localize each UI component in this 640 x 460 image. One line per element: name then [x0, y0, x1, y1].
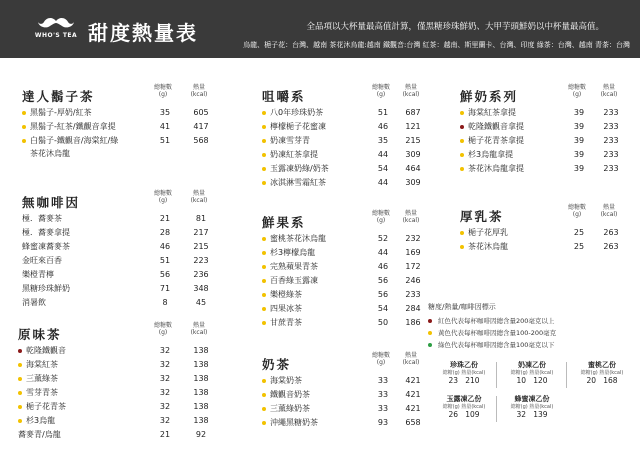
item-sugar: 32	[159, 416, 171, 425]
caffeine-dot-icon	[460, 167, 464, 171]
item-name: 極．蕎麥拿提	[22, 228, 70, 237]
menu-item-row	[262, 176, 462, 190]
caffeine-dot-icon	[460, 153, 464, 157]
item-name: 奶凍紅茶拿提	[270, 150, 318, 159]
section-header	[460, 84, 630, 106]
menu-item-row	[262, 120, 462, 134]
item-name: 乾隆鐵觀音拿提	[468, 122, 524, 131]
section-header	[18, 322, 218, 344]
item-calories: 92	[195, 430, 207, 439]
item-sugar: 32	[159, 346, 171, 355]
calorie-column-header: 熱量 (kcal)	[190, 84, 208, 98]
item-calories: 138	[193, 374, 209, 383]
calorie-column-header: 熱量 (kcal)	[190, 190, 208, 204]
caffeine-dot-icon	[18, 419, 22, 423]
item-calories: 215	[193, 242, 209, 251]
caffeine-dot-icon	[262, 307, 266, 311]
sugar-column-header: 總糖數 (g)	[567, 84, 586, 98]
caffeine-dot-icon	[262, 407, 266, 411]
item-name: 奶凍雪芽青	[270, 136, 310, 145]
section-header	[460, 204, 630, 226]
item-calories: 417	[193, 122, 209, 131]
yellow-dot-icon	[428, 331, 432, 335]
item-calories: 138	[193, 402, 209, 411]
item-calories: 568	[193, 136, 209, 145]
item-sugar: 44	[377, 248, 389, 257]
item-name: 海棠紅茶	[26, 360, 58, 369]
caffeine-dot-icon	[262, 265, 266, 269]
brand-name: WHO'S TEA	[34, 32, 78, 39]
caffeine-dot-icon	[262, 111, 266, 115]
topping-headers: 總糖(g) 熱量(kcal)	[442, 404, 486, 410]
item-calories: 233	[603, 150, 619, 159]
menu-item-row	[18, 400, 218, 414]
item-name: 完熟蘋果青茶	[270, 262, 318, 271]
item-name: 八0年珍珠奶茶	[270, 108, 324, 117]
item-sugar: 32	[159, 388, 171, 397]
item-sugar: 39	[573, 164, 585, 173]
item-name: 三薰綠茶	[26, 374, 58, 383]
topping-values: 10 120	[516, 376, 548, 385]
item-sugar: 51	[377, 108, 389, 117]
caffeine-dot-icon	[262, 421, 266, 425]
topping-name: 玉露凍乙份	[446, 395, 482, 403]
item-calories: 138	[193, 360, 209, 369]
section-title: 達人鬍子茶	[22, 89, 95, 104]
item-calories: 263	[603, 242, 619, 251]
item-sugar: 8	[162, 298, 168, 307]
item-name: 梔子花青茶	[26, 402, 66, 411]
section-title: 鮮奶系列	[460, 89, 519, 104]
item-sugar: 28	[159, 228, 171, 237]
section-yuanwei	[18, 322, 218, 442]
menu-item-row	[460, 148, 630, 162]
topping-values: 32 139	[516, 410, 548, 419]
menu-item-row	[18, 428, 218, 442]
sugar-column-header: 總糖數 (g)	[371, 210, 390, 224]
item-sugar: 35	[159, 108, 171, 117]
item-calories: 186	[405, 318, 421, 327]
section-title: 無咖啡因	[22, 195, 81, 210]
item-name: 三薰綠奶茶	[270, 404, 310, 413]
section-header	[22, 190, 222, 212]
item-name: 樂橙綠茶	[270, 290, 302, 299]
caffeine-dot-icon	[262, 167, 266, 171]
item-name: 沖繩黑糖奶茶	[270, 418, 318, 427]
section-daren	[22, 84, 222, 160]
item-sugar: 50	[377, 318, 389, 327]
caffeine-dot-icon	[262, 181, 266, 185]
menu-item-row	[460, 162, 630, 176]
menu-item-row	[262, 288, 462, 302]
item-name: 雪芽青茶	[26, 388, 58, 397]
menu-item-row	[262, 148, 462, 162]
item-calories: 233	[603, 136, 619, 145]
caffeine-dot-icon	[18, 349, 22, 353]
topping-name: 珍珠乙份	[450, 361, 478, 369]
item-calories: 215	[405, 136, 421, 145]
item-sugar: 56	[377, 276, 389, 285]
topping-name: 蜂蜜凍乙份	[514, 395, 550, 403]
caffeine-dot-icon	[460, 231, 464, 235]
item-calories: 233	[603, 108, 619, 117]
topping-headers: 總糖(g) 熱量(kcal)	[510, 404, 554, 410]
section-nocaf	[22, 190, 222, 310]
item-calories: 138	[193, 388, 209, 397]
item-sugar: 46	[377, 122, 389, 131]
caffeine-dot-icon	[22, 111, 26, 115]
item-calories: 45	[195, 298, 207, 307]
item-name: 蕎麥青/烏龍	[18, 430, 61, 439]
item-name: 黑鬍子-紅茶/鐵觀音拿提	[30, 122, 116, 131]
item-calories: 121	[405, 122, 421, 131]
green-dot-icon	[428, 343, 432, 347]
topping-item	[440, 394, 488, 419]
item-name: 茶花沐烏龍拿提	[468, 164, 524, 173]
topping-values: 23 210	[448, 376, 480, 385]
item-name: 鐵觀音奶茶	[270, 390, 310, 399]
calorie-column-header: 熱量 (kcal)	[402, 84, 420, 98]
caffeine-dot-icon	[460, 139, 464, 143]
section-title: 咀嚼系	[262, 89, 306, 104]
topping-item	[508, 394, 556, 419]
item-calories: 172	[405, 262, 421, 271]
item-name: 海棠紅茶拿提	[468, 108, 516, 117]
calorie-column-header: 熱量 (kcal)	[600, 204, 618, 218]
section-title: 鮮果系	[262, 215, 306, 230]
item-calories: 233	[603, 164, 619, 173]
menu-item-row	[262, 402, 462, 416]
item-calories: 464	[405, 164, 421, 173]
item-name: 黑鬍子-厚奶/紅茶	[30, 108, 92, 117]
item-name: 檸檬梔子花蜜凍	[270, 122, 326, 131]
menu-item-row	[262, 246, 462, 260]
item-sugar: 33	[377, 376, 389, 385]
menu-item-row	[22, 268, 222, 282]
item-sugar: 25	[573, 228, 585, 237]
item-sugar: 54	[377, 304, 389, 313]
item-name: 杉3烏龍	[26, 416, 56, 425]
caffeine-dot-icon	[22, 139, 26, 143]
grid-divider	[496, 396, 497, 422]
item-name: 四果冰茶	[270, 304, 302, 313]
legend-item-red: 紅色代表每杯咖啡因總含量200毫克以上	[428, 315, 618, 327]
caffeine-dot-icon	[262, 279, 266, 283]
topping-item	[578, 360, 626, 385]
item-sugar: 39	[573, 122, 585, 131]
section-zuijiao	[262, 84, 462, 190]
menu-item-row	[262, 134, 462, 148]
menu-item-row	[262, 232, 462, 246]
topping-headers: 總糖(g) 熱量(kcal)	[442, 370, 486, 376]
item-calories: 687	[405, 108, 421, 117]
item-name: 金旺來百香	[22, 256, 62, 265]
section-title: 厚乳茶	[460, 209, 504, 224]
brand-logo	[32, 14, 80, 44]
legend-title: 糖度/熱量/咖啡因標示	[428, 303, 496, 311]
menu-item-row	[460, 134, 630, 148]
menu-item-row	[18, 358, 218, 372]
menu-item-row	[18, 386, 218, 400]
section-title: 原味茶	[18, 327, 62, 342]
caffeine-dot-icon	[460, 245, 464, 249]
item-calories: 138	[193, 346, 209, 355]
caffeine-dot-icon	[262, 393, 266, 397]
caffeine-dot-icon	[262, 153, 266, 157]
caffeine-dot-icon	[262, 379, 266, 383]
menu-item-row	[22, 120, 222, 134]
menu-item-row	[460, 240, 630, 254]
caffeine-dot-icon	[262, 293, 266, 297]
item-sugar: 41	[159, 122, 171, 131]
mustache-icon	[38, 16, 74, 30]
item-sugar: 33	[377, 390, 389, 399]
menu-item-row	[18, 372, 218, 386]
grid-divider	[566, 362, 567, 388]
topping-headers: 總糖(g) 熱量(kcal)	[510, 370, 554, 376]
item-sugar: 35	[377, 136, 389, 145]
header	[0, 0, 640, 58]
item-sugar: 21	[159, 214, 171, 223]
sugar-column-header: 總糖數 (g)	[371, 84, 390, 98]
calorie-column-header: 熱量 (kcal)	[402, 210, 420, 224]
calorie-column-header: 熱量 (kcal)	[190, 322, 208, 336]
sugar-column-header: 總糖數 (g)	[371, 352, 390, 366]
caffeine-dot-icon	[460, 125, 464, 129]
item-calories: 421	[405, 390, 421, 399]
item-sugar: 52	[377, 234, 389, 243]
topping-item	[440, 360, 488, 385]
menu-item-row	[460, 226, 630, 240]
section-header	[262, 210, 462, 232]
grid-divider	[496, 362, 497, 388]
item-calories: 217	[193, 228, 209, 237]
caffeine-dot-icon	[262, 321, 266, 325]
item-name: 甘蔗青茶	[270, 318, 302, 327]
item-calories: 421	[405, 376, 421, 385]
section-xiannai	[460, 84, 630, 176]
item-calories: 421	[405, 404, 421, 413]
item-sugar: 21	[159, 430, 171, 439]
topping-item	[508, 360, 556, 385]
item-sugar: 33	[377, 404, 389, 413]
sugar-column-header: 總糖數 (g)	[153, 190, 172, 204]
item-sugar: 46	[377, 262, 389, 271]
item-calories: 658	[405, 418, 421, 427]
item-sugar: 25	[573, 242, 585, 251]
calorie-column-header: 熱量 (kcal)	[402, 352, 420, 366]
section-header	[262, 84, 462, 106]
caffeine-legend	[428, 302, 618, 351]
menu-item-row	[262, 162, 462, 176]
menu-item-row	[22, 296, 222, 310]
caffeine-dot-icon	[262, 125, 266, 129]
legend-item-yellow: 黃色代表每杯咖啡因總含量100-200毫克	[428, 327, 618, 339]
menu-item-row	[22, 282, 222, 296]
item-calories: 236	[193, 270, 209, 279]
caffeine-dot-icon	[22, 125, 26, 129]
item-sugar: 54	[377, 164, 389, 173]
menu-item-row	[262, 388, 462, 402]
section-title: 奶茶	[262, 357, 292, 372]
item-sugar: 51	[159, 256, 171, 265]
section-naicha	[262, 352, 462, 430]
sugar-column-header: 總糖數 (g)	[153, 84, 172, 98]
header-note: 全品項以大杯量最高值計算，僅黑糖珍珠鮮奶、大甲芋頭鮮奶以中杯量最高值。	[306, 22, 604, 32]
item-sugar: 46	[159, 242, 171, 251]
sugar-column-header: 總糖數 (g)	[153, 322, 172, 336]
caffeine-dot-icon	[18, 405, 22, 409]
item-name: 梔子花厚乳	[468, 228, 508, 237]
item-calories: 348	[193, 284, 209, 293]
menu-item-row	[262, 374, 462, 388]
caffeine-dot-icon	[460, 111, 464, 115]
menu-item-row	[18, 344, 218, 358]
section-houru	[460, 204, 630, 254]
caffeine-dot-icon	[18, 391, 22, 395]
item-name: 茶花沐烏龍	[468, 242, 508, 251]
item-name: 消暑飲	[22, 298, 46, 307]
item-name: 杉3烏龍拿提	[468, 150, 514, 159]
item-sugar: 44	[377, 150, 389, 159]
item-name: 海棠奶茶	[270, 376, 302, 385]
section-header	[262, 352, 462, 374]
item-sugar: 39	[573, 108, 585, 117]
item-name: 蜂蜜凍蕎麥茶	[22, 242, 70, 251]
item-calories: 263	[603, 228, 619, 237]
item-calories: 233	[405, 290, 421, 299]
menu-item-row	[460, 106, 630, 120]
item-calories: 81	[195, 214, 207, 223]
menu-item-row	[262, 274, 462, 288]
item-sugar: 32	[159, 402, 171, 411]
caffeine-dot-icon	[18, 363, 22, 367]
item-calories: 138	[193, 416, 209, 425]
item-sugar: 44	[377, 178, 389, 187]
item-name: 樂橙青檸	[22, 270, 54, 279]
caffeine-dot-icon	[262, 139, 266, 143]
item-sugar: 93	[377, 418, 389, 427]
page-title: 甜度熱量表	[88, 21, 198, 45]
item-calories: 605	[193, 108, 209, 117]
topping-name: 奶凍乙份	[518, 361, 546, 369]
menu-item-row	[262, 106, 462, 120]
calorie-column-header: 熱量 (kcal)	[600, 84, 618, 98]
item-calories: 284	[405, 304, 421, 313]
item-sugar: 39	[573, 136, 585, 145]
item-name: 蜜桃茶花沐烏龍	[270, 234, 326, 243]
menu-item-row	[18, 414, 218, 428]
menu-item-row	[22, 134, 222, 160]
item-sugar: 51	[159, 136, 171, 145]
item-name: 杉3檸檬烏龍	[270, 248, 316, 257]
item-name: 黑糖珍珠鮮奶	[22, 284, 70, 293]
item-sugar: 32	[159, 360, 171, 369]
item-sugar: 56	[377, 290, 389, 299]
red-dot-icon	[428, 319, 432, 323]
topping-values: 20 168	[586, 376, 618, 385]
item-name: 冰淇淋雪霜紅茶	[270, 178, 326, 187]
menu-item-row	[460, 120, 630, 134]
legend-item-green: 綠色代表每杯咖啡因總含量100毫克以下	[428, 339, 618, 351]
topping-headers: 總糖(g) 熱量(kcal)	[580, 370, 624, 376]
item-calories: 246	[405, 276, 421, 285]
item-sugar: 56	[159, 270, 171, 279]
section-header	[22, 84, 222, 106]
sugar-column-header: 總糖數 (g)	[567, 204, 586, 218]
menu-item-row	[22, 226, 222, 240]
caffeine-dot-icon	[18, 377, 22, 381]
item-name: 玉露凍奶綠/奶茶	[270, 164, 329, 173]
caffeine-dot-icon	[262, 251, 266, 255]
item-calories: 309	[405, 178, 421, 187]
menu-item-row	[22, 212, 222, 226]
topping-values: 26 109	[448, 410, 480, 419]
item-calories: 223	[193, 256, 209, 265]
menu-item-row	[262, 416, 462, 430]
item-name: 百香綠玉露凍	[270, 276, 318, 285]
caffeine-dot-icon	[262, 237, 266, 241]
item-calories: 169	[405, 248, 421, 257]
menu-item-row	[22, 240, 222, 254]
item-name: 乾隆鐵觀音	[26, 346, 66, 355]
item-name: 極．蕎麥茶	[22, 214, 62, 223]
origin-note: 烏龍、梔子花：台灣、越南 茶花沐烏龍:越南 鐵觀音:台灣 紅茶：越南、斯里蘭卡、台灣、印度 綠茶：台灣、越南 青茶：台灣	[243, 41, 630, 49]
menu-item-row	[262, 260, 462, 274]
menu-item-row	[22, 106, 222, 120]
item-sugar: 32	[159, 374, 171, 383]
item-calories: 233	[603, 122, 619, 131]
topping-name: 蜜桃乙份	[588, 361, 616, 369]
menu-item-row	[22, 254, 222, 268]
item-calories: 309	[405, 150, 421, 159]
item-name: 梔子花青茶拿提	[468, 136, 524, 145]
item-sugar: 39	[573, 150, 585, 159]
item-name: 白鬍子-鐵觀音/海棠紅/綠 茶花沐烏龍	[30, 136, 119, 158]
item-calories: 232	[405, 234, 421, 243]
item-sugar: 71	[159, 284, 171, 293]
